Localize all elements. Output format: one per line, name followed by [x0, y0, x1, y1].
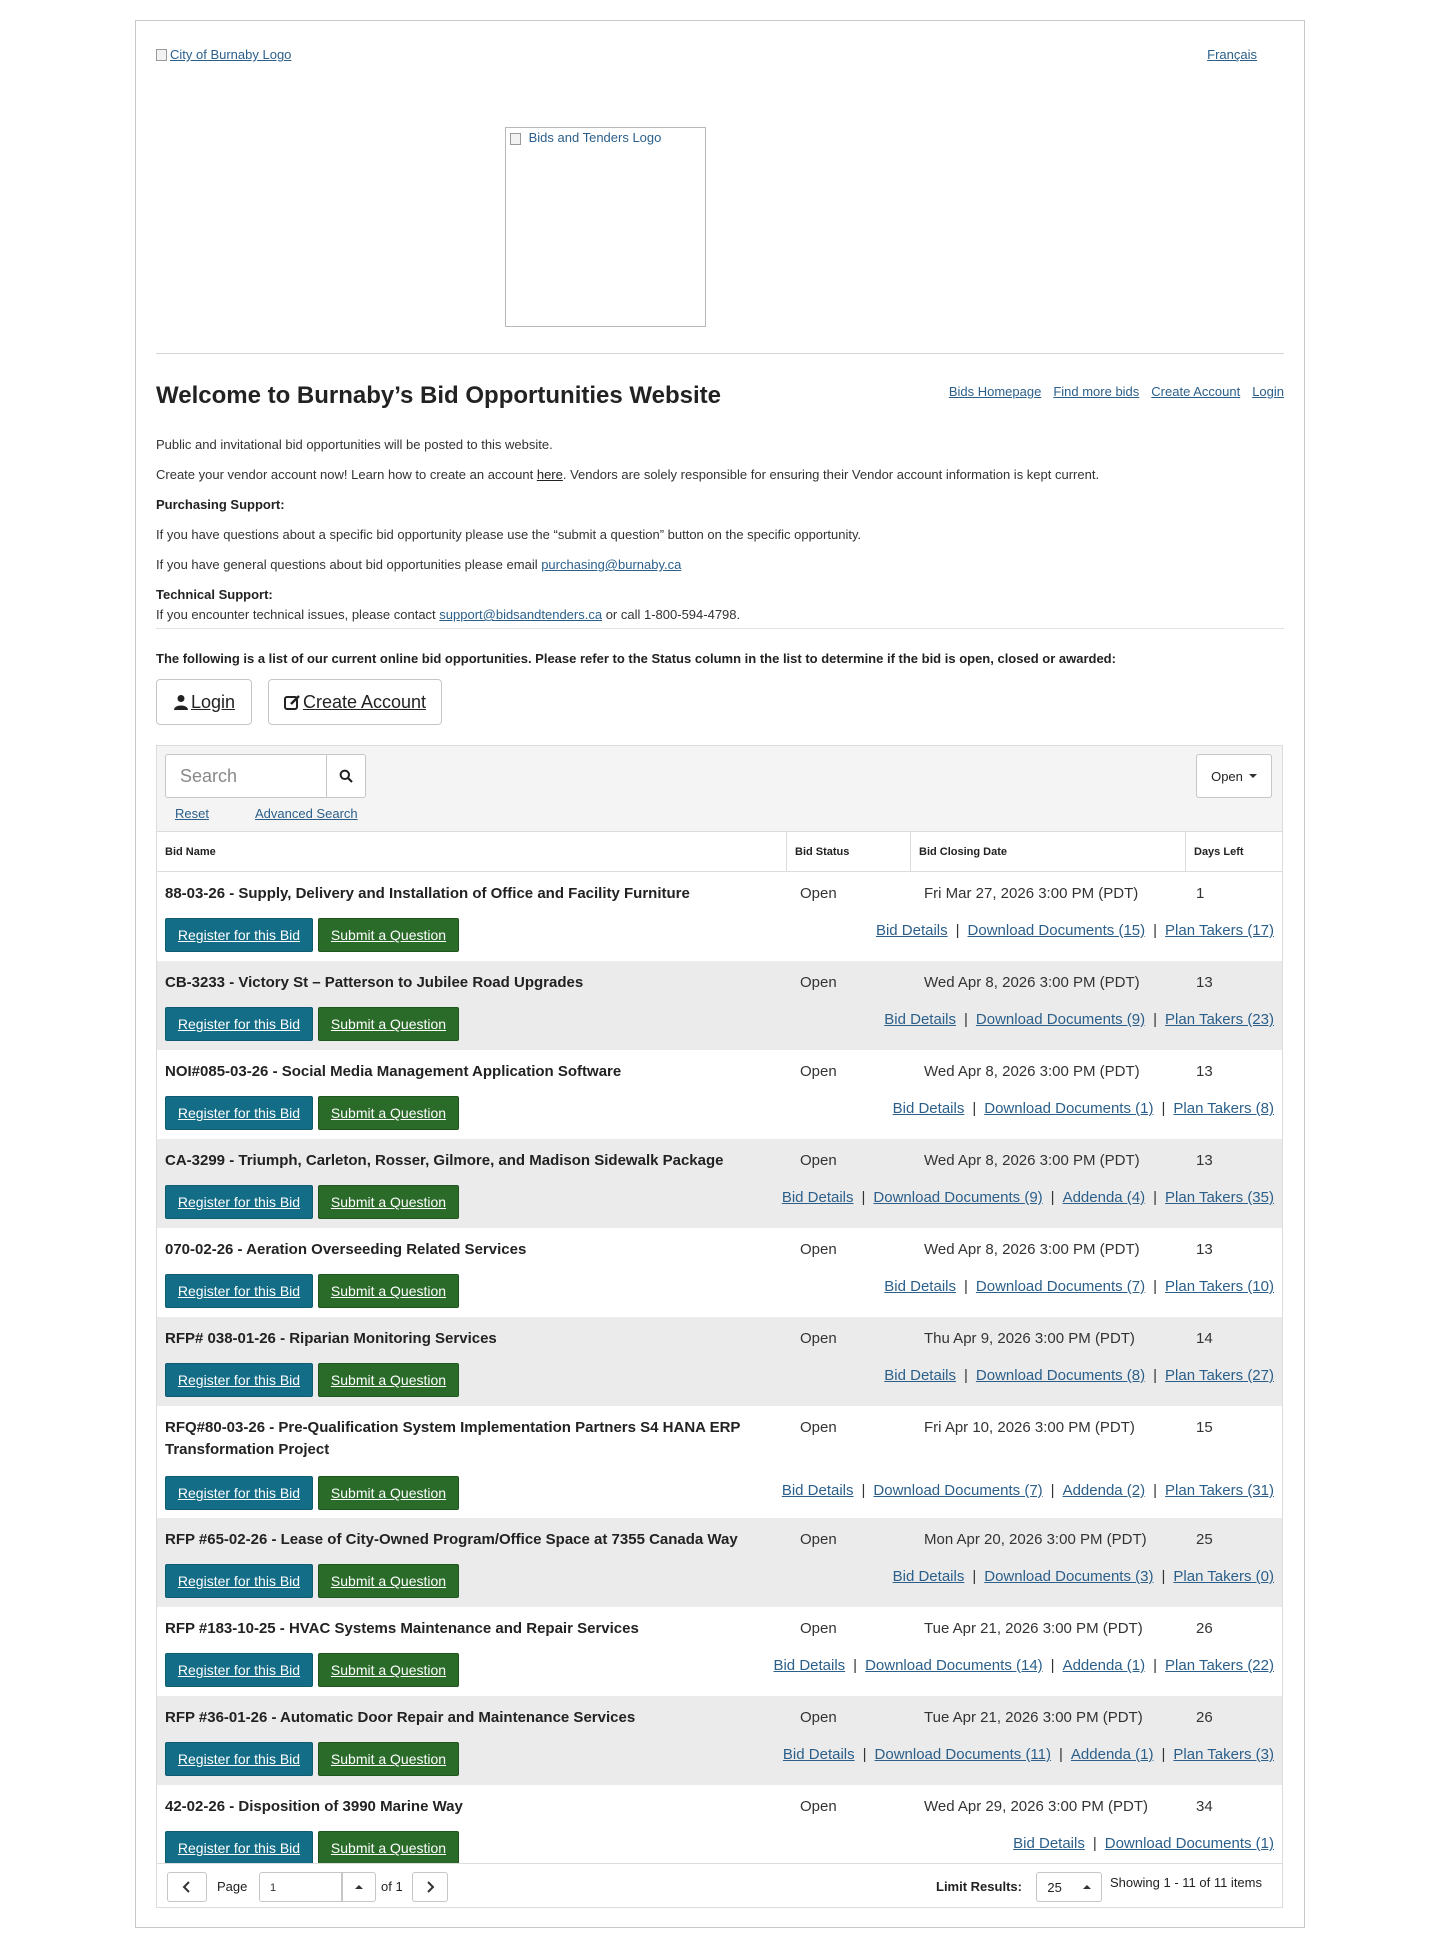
days-left: 14	[1196, 1330, 1213, 1347]
bid-details-link[interactable]: Bid Details	[773, 1657, 846, 1674]
technical-support-line	[156, 607, 740, 624]
link-separator: |	[861, 1189, 866, 1206]
bid-details-link[interactable]: Bid Details	[875, 922, 948, 939]
bid-details-link[interactable]: Bid Details	[1013, 1835, 1085, 1852]
row-links	[884, 1367, 1274, 1384]
addenda-link[interactable]: Addenda (1)	[1070, 1746, 1154, 1763]
submit-question-button[interactable]: Submit a Question	[318, 1476, 459, 1510]
bid-status: Open	[800, 1620, 837, 1637]
create-account-button-label: Create Account	[302, 691, 427, 712]
bid-closing-date: Fri Mar 27, 2026 3:00 PM (PDT)	[924, 885, 1139, 902]
city-logo-alt-text: City of Burnaby Logo	[170, 47, 292, 62]
city-of-burnaby-logo[interactable]	[156, 47, 291, 62]
register-for-bid-button[interactable]: Register for this Bid	[165, 1653, 313, 1687]
create-account-link[interactable]: Create Account	[1151, 384, 1241, 399]
plan-takers-link[interactable]: Plan Takers (17)	[1165, 922, 1274, 939]
bid-closing-date: Thu Apr 9, 2026 3:00 PM (PDT)	[924, 1330, 1135, 1347]
bid-closing-date: Wed Apr 8, 2026 3:00 PM (PDT)	[924, 974, 1140, 991]
chevron-right-icon	[425, 1881, 435, 1893]
link-separator: |	[955, 922, 960, 939]
bid-closing-date: Wed Apr 8, 2026 3:00 PM (PDT)	[924, 1063, 1140, 1080]
bid-closing-date: Wed Apr 8, 2026 3:00 PM (PDT)	[924, 1241, 1140, 1258]
link-separator: |	[1153, 1011, 1158, 1028]
link-separator: |	[1059, 1746, 1063, 1763]
bid-name: RFP #183-10-25 - HVAC Systems Maintenance and Repair Services	[165, 1620, 639, 1637]
bid-name: RFP #36-01-26 - Automatic Door Repair and Maintenance Services	[165, 1709, 636, 1726]
register-for-bid-button[interactable]: Register for this Bid	[165, 1831, 313, 1865]
row-links	[782, 1189, 1274, 1206]
search-icon	[339, 769, 353, 783]
bid-name: 88-03-26 - Supply, Delivery and Installation of Office and Facility Furniture	[165, 885, 690, 902]
link-separator: |	[1161, 1100, 1166, 1117]
bid-status: Open	[800, 1531, 837, 1548]
bid-closing-date: Tue Apr 21, 2026 3:00 PM (PDT)	[924, 1709, 1143, 1726]
row-links	[773, 1657, 1274, 1674]
table-body	[157, 872, 1282, 1874]
technical-support-phone: or call 1-800-594-4798.	[602, 607, 741, 622]
create-account-button[interactable]	[268, 679, 442, 725]
table-row	[157, 1228, 1282, 1317]
days-left: 25	[1196, 1531, 1213, 1548]
top-nav-links	[949, 384, 1284, 399]
login-link[interactable]: Login	[1252, 384, 1284, 399]
column-header-bid-closing-date[interactable]: Bid Closing Date	[910, 832, 1185, 872]
bid-name: NOI#085-03-26 - Social Media Management Application Software	[165, 1063, 622, 1080]
plan-takers-link[interactable]: Plan Takers (22)	[1165, 1657, 1274, 1674]
bid-status: Open	[800, 885, 837, 902]
page-count: of 1	[381, 1879, 403, 1894]
bid-list-intro: The following is a list of our current online bid opportunities. Please refer to the Status column in the list to determine if the bid is open, closed or awarded:	[156, 651, 1116, 666]
page-frame	[135, 20, 1305, 1928]
chevron-up-icon	[355, 1885, 363, 1889]
bid-status: Open	[800, 1709, 837, 1726]
submit-question-button[interactable]: Submit a Question	[318, 918, 459, 952]
column-header-days-left[interactable]: Days Left	[1185, 832, 1282, 872]
submit-question-button[interactable]: Submit a Question	[318, 1274, 459, 1308]
register-for-bid-button[interactable]: Register for this Bid	[165, 1564, 313, 1598]
broken-image-icon	[510, 133, 521, 145]
days-left: 13	[1196, 1152, 1213, 1169]
bid-status: Open	[800, 1152, 837, 1169]
bid-details-link[interactable]: Bid Details	[892, 1568, 965, 1585]
bids-homepage-link[interactable]: Bids Homepage	[948, 384, 1042, 399]
bid-closing-date: Tue Apr 21, 2026 3:00 PM (PDT)	[924, 1620, 1143, 1637]
page-number-input[interactable]: 1	[259, 1872, 342, 1902]
support-email-link[interactable]: support@bidsandtenders.ca	[439, 607, 603, 622]
broken-image-icon	[156, 49, 167, 61]
intro-line-1: Public and invitational bid opportunities will be posted to this website.	[156, 437, 553, 452]
row-links	[884, 1011, 1274, 1028]
purchasing-support-line-1: If you have questions about a specific bid opportunity please use the “submit a question” button on the specific opportunity.	[156, 527, 862, 542]
table-row	[157, 1785, 1282, 1874]
days-left: 13	[1196, 1241, 1213, 1258]
link-separator: |	[1050, 1657, 1055, 1674]
plan-takers-link[interactable]: Plan Takers (27)	[1165, 1367, 1274, 1384]
search-input[interactable]	[165, 754, 326, 798]
plan-takers-link[interactable]: Plan Takers (10)	[1165, 1278, 1274, 1295]
download-documents-link[interactable]: Download Documents (9)	[975, 1011, 1146, 1028]
table-row	[157, 1607, 1282, 1696]
items-count: Showing 1 - 11 of 11 items	[1110, 1875, 1262, 1890]
row-links	[1013, 1835, 1274, 1852]
bid-status: Open	[800, 1798, 837, 1815]
link-separator: |	[1153, 922, 1158, 939]
bid-details-link[interactable]: Bid Details	[892, 1100, 965, 1117]
bid-status: Open	[800, 1419, 837, 1436]
bid-name: CA-3299 - Triumph, Carleton, Rosser, Gilmore, and Madison Sidewalk Package	[165, 1152, 724, 1169]
download-documents-link[interactable]: Download Documents (15)	[967, 922, 1146, 939]
link-separator: |	[972, 1568, 977, 1585]
bid-details-link[interactable]: Bid Details	[884, 1278, 956, 1295]
bids-and-tenders-logo	[505, 127, 706, 327]
intro-line-2-start: Create your vendor account now! Learn how to create an account	[156, 467, 537, 482]
bid-status: Open	[800, 1241, 837, 1258]
submit-question-button[interactable]: Submit a Question	[318, 1564, 459, 1598]
link-separator: |	[1050, 1482, 1055, 1499]
table-row	[157, 1050, 1282, 1139]
row-links	[782, 1482, 1274, 1499]
submit-question-button[interactable]: Submit a Question	[318, 1742, 459, 1776]
plan-takers-link[interactable]: Plan Takers (3)	[1173, 1746, 1274, 1763]
language-link-french[interactable]: Français	[1207, 47, 1257, 62]
intro-line-2-end: . Vendors are solely responsible for ensuring their Vendor account information is kept current.	[562, 467, 1100, 482]
bid-status: Open	[800, 1330, 837, 1347]
table-row	[157, 1696, 1282, 1785]
table-row	[157, 1518, 1282, 1607]
limit-results-value: 25	[1047, 1879, 1062, 1895]
bid-details-link[interactable]: Bid Details	[781, 1189, 854, 1206]
register-for-bid-button[interactable]: Register for this Bid	[165, 1274, 313, 1308]
bid-details-link[interactable]: Bid Details	[782, 1746, 855, 1763]
edit-icon	[284, 694, 301, 711]
register-for-bid-button[interactable]: Register for this Bid	[165, 1476, 313, 1510]
link-separator: |	[1153, 1189, 1158, 1206]
chevron-down-icon	[1249, 774, 1257, 778]
link-separator: |	[1050, 1189, 1055, 1206]
days-left: 1	[1196, 885, 1205, 902]
bid-name: 070-02-26 - Aeration Overseeding Related Services	[165, 1241, 527, 1258]
plan-takers-link[interactable]: Plan Takers (31)	[1165, 1482, 1274, 1499]
link-separator: |	[1092, 1835, 1097, 1852]
table-header	[157, 832, 1282, 872]
search-button[interactable]	[326, 754, 366, 798]
link-separator: |	[1153, 1657, 1158, 1674]
days-left: 13	[1196, 1063, 1213, 1080]
status-filter-dropdown[interactable]	[1196, 754, 1272, 798]
download-documents-link[interactable]: Download Documents (7)	[873, 1482, 1043, 1499]
column-header-bid-name[interactable]: Bid Name	[165, 846, 216, 858]
bid-closing-date: Fri Apr 10, 2026 3:00 PM (PDT)	[924, 1419, 1135, 1436]
register-for-bid-button[interactable]: Register for this Bid	[165, 1185, 313, 1219]
find-more-bids-link[interactable]: Find more bids	[1053, 384, 1140, 399]
days-left: 13	[1196, 974, 1213, 991]
submit-question-button[interactable]: Submit a Question	[318, 1096, 459, 1130]
plan-takers-link[interactable]: Plan Takers (35)	[1165, 1189, 1274, 1206]
advanced-search-link[interactable]: Advanced Search	[255, 806, 358, 821]
table-row	[157, 961, 1282, 1050]
row-links	[893, 1568, 1274, 1585]
bid-grid	[156, 745, 1283, 1908]
download-documents-link[interactable]: Download Documents (1)	[984, 1100, 1154, 1117]
bid-name: RFP# 038-01-26 - Riparian Monitoring Services	[165, 1330, 497, 1347]
row-links	[783, 1746, 1274, 1763]
link-separator: |	[1153, 1482, 1158, 1499]
addenda-link[interactable]: Addenda (2)	[1062, 1482, 1146, 1499]
technical-support-text: If you encounter technical issues, please contact	[156, 607, 440, 622]
link-separator: |	[972, 1100, 977, 1117]
register-for-bid-button[interactable]: Register for this Bid	[165, 1096, 313, 1130]
bid-closing-date: Wed Apr 29, 2026 3:00 PM (PDT)	[924, 1798, 1148, 1815]
link-separator: |	[963, 1367, 968, 1384]
plan-takers-link[interactable]: Plan Takers (23)	[1165, 1011, 1274, 1028]
column-header-bid-status[interactable]: Bid Status	[786, 832, 910, 872]
link-separator: |	[853, 1657, 858, 1674]
purchasing-support-line-2	[156, 557, 681, 574]
link-separator: |	[1161, 1568, 1166, 1585]
purchasing-email-link[interactable]: purchasing@burnaby.ca	[541, 557, 682, 572]
row-links	[876, 922, 1274, 939]
intro-divider	[156, 628, 1284, 629]
page-label: Page	[217, 1879, 248, 1894]
previous-page-button[interactable]	[167, 1872, 207, 1902]
bid-name: RFP #65-02-26 - Lease of City-Owned Program/Office Space at 7355 Canada Way	[165, 1531, 738, 1548]
days-left: 34	[1196, 1798, 1213, 1815]
download-documents-link[interactable]: Download Documents (9)	[873, 1189, 1043, 1206]
bid-closing-date: Wed Apr 8, 2026 3:00 PM (PDT)	[924, 1152, 1140, 1169]
days-left: 15	[1196, 1419, 1213, 1436]
row-links	[884, 1278, 1274, 1295]
register-for-bid-button[interactable]: Register for this Bid	[165, 1742, 313, 1776]
header-divider	[156, 353, 1284, 354]
days-left: 26	[1196, 1709, 1213, 1726]
link-separator: |	[1161, 1746, 1166, 1763]
download-documents-link[interactable]: Download Documents (3)	[984, 1568, 1154, 1585]
plan-takers-link[interactable]: Plan Takers (8)	[1173, 1100, 1274, 1117]
submit-question-button[interactable]: Submit a Question	[318, 1831, 459, 1865]
limit-results-label: Limit Results:	[936, 1879, 1022, 1894]
link-separator: |	[862, 1746, 867, 1763]
technical-support-heading: Technical Support:	[156, 587, 273, 602]
submit-question-button[interactable]: Submit a Question	[318, 1653, 459, 1687]
bid-details-link[interactable]: Bid Details	[781, 1482, 854, 1499]
bid-status: Open	[800, 974, 837, 991]
download-documents-link[interactable]: Download Documents (7)	[975, 1278, 1146, 1295]
link-separator: |	[1153, 1367, 1158, 1384]
purchasing-support-line-2-text: If you have general questions about bid opportunities please email	[156, 557, 542, 572]
days-left: 26	[1196, 1620, 1213, 1637]
next-page-button[interactable]	[412, 1872, 448, 1902]
login-button-label: Login	[190, 691, 236, 712]
page-title: Welcome to Burnaby’s Bid Opportunities Website	[156, 382, 721, 409]
link-separator: |	[1153, 1278, 1158, 1295]
bid-details-link[interactable]: Bid Details	[884, 1011, 956, 1028]
reset-link[interactable]: Reset	[175, 806, 209, 821]
row-links	[893, 1100, 1274, 1117]
table-row	[157, 1406, 1282, 1518]
user-icon	[173, 694, 189, 710]
table-row	[157, 872, 1282, 961]
addenda-link[interactable]: Addenda (1)	[1062, 1657, 1146, 1674]
download-documents-link[interactable]: Download Documents (11)	[874, 1746, 1052, 1763]
grid-toolbar	[157, 746, 1282, 832]
bid-name: 42-02-26 - Disposition of 3990 Marine Way	[165, 1798, 463, 1815]
register-for-bid-button[interactable]: Register for this Bid	[165, 918, 313, 952]
pagination-bar	[157, 1863, 1282, 1907]
bid-name: RFQ#80-03-26 - Pre-Qualification System Implementation Partners S4 HANA ERP Transformation Project	[165, 1419, 741, 1458]
link-separator: |	[963, 1278, 968, 1295]
limit-results-select[interactable]	[1036, 1872, 1102, 1902]
submit-question-button[interactable]: Submit a Question	[318, 1185, 459, 1219]
bid-details-link[interactable]: Bid Details	[884, 1367, 956, 1384]
link-separator: |	[963, 1011, 968, 1028]
login-button[interactable]	[156, 679, 252, 725]
table-row	[157, 1139, 1282, 1228]
register-for-bid-button[interactable]: Register for this Bid	[165, 1007, 313, 1041]
link-separator: |	[861, 1482, 866, 1499]
page-number-spinner[interactable]	[342, 1872, 376, 1902]
bid-status: Open	[800, 1063, 837, 1080]
chevron-up-icon	[1083, 1885, 1091, 1889]
submit-question-button[interactable]: Submit a Question	[318, 1007, 459, 1041]
create-account-help-link[interactable]: here	[536, 467, 563, 482]
register-for-bid-button[interactable]: Register for this Bid	[165, 1363, 313, 1397]
status-filter-value: Open	[1211, 768, 1243, 784]
download-documents-link[interactable]: Download Documents (1)	[1104, 1835, 1274, 1852]
bid-name: CB-3233 - Victory St – Patterson to Jubilee Road Upgrades	[165, 974, 584, 991]
top-header	[156, 47, 1257, 71]
bid-closing-date: Mon Apr 20, 2026 3:00 PM (PDT)	[924, 1531, 1147, 1548]
bt-logo-alt-text: Bids and Tenders Logo	[528, 130, 662, 145]
submit-question-button[interactable]: Submit a Question	[318, 1363, 459, 1397]
download-documents-link[interactable]: Download Documents (14)	[865, 1657, 1043, 1674]
chevron-left-icon	[182, 1881, 192, 1893]
table-row	[157, 1317, 1282, 1406]
addenda-link[interactable]: Addenda (4)	[1062, 1189, 1146, 1206]
purchasing-support-heading: Purchasing Support:	[156, 497, 285, 512]
intro-line-2	[156, 467, 1099, 484]
download-documents-link[interactable]: Download Documents (8)	[975, 1367, 1146, 1384]
plan-takers-link[interactable]: Plan Takers (0)	[1173, 1568, 1274, 1585]
